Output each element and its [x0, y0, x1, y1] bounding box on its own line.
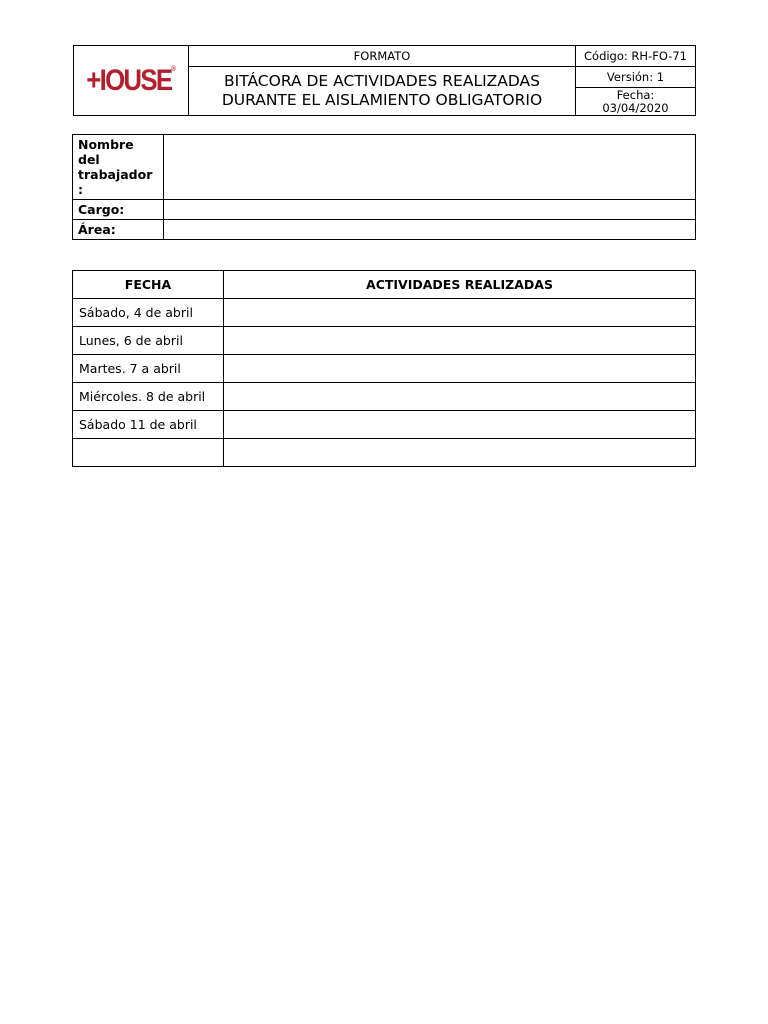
logo-wordmark: +IOUSE®	[86, 63, 176, 97]
area-field[interactable]	[164, 220, 696, 240]
row-date-field[interactable]	[73, 439, 224, 467]
position-field[interactable]	[164, 200, 696, 220]
row-date: Lunes, 6 de abril	[73, 327, 224, 355]
table-row	[73, 327, 696, 355]
table-header-row	[73, 271, 696, 299]
column-header-fecha: FECHA	[73, 271, 224, 299]
row-activity-field[interactable]	[224, 299, 696, 327]
area-label: Área:	[73, 220, 164, 240]
row-activity-field[interactable]	[224, 439, 696, 467]
worker-name-label: Nombre del trabajador :	[73, 135, 164, 200]
row-date: Miércoles. 8 de abril	[73, 383, 224, 411]
format-label: FORMATO	[189, 46, 576, 67]
table-row	[73, 411, 696, 439]
row-date: Sábado 11 de abril	[73, 411, 224, 439]
row-date: Martes. 7 a abril	[73, 355, 224, 383]
activities-table	[72, 270, 696, 467]
row-date: Sábado, 4 de abril	[73, 299, 224, 327]
position-label: Cargo:	[73, 200, 164, 220]
column-header-actividades: ACTIVIDADES REALIZADAS	[224, 271, 696, 299]
row-activity-field[interactable]	[224, 383, 696, 411]
table-row	[73, 383, 696, 411]
table-row	[73, 299, 696, 327]
document-code: Código: RH-FO-71	[576, 46, 696, 67]
worker-info-table	[72, 134, 696, 240]
company-logo	[74, 46, 189, 116]
document-title: BITÁCORA DE ACTIVIDADES REALIZADAS DURANTE EL AISLAMIENTO OBLIGATORIO	[189, 67, 576, 116]
row-activity-field[interactable]	[224, 411, 696, 439]
row-activity-field[interactable]	[224, 327, 696, 355]
document-date: Fecha: 03/04/2020	[576, 88, 696, 116]
table-row	[73, 355, 696, 383]
document-header	[73, 45, 696, 116]
table-row	[73, 439, 696, 467]
worker-name-field[interactable]	[164, 135, 696, 200]
document-version: Versión: 1	[576, 67, 696, 88]
row-activity-field[interactable]	[224, 355, 696, 383]
